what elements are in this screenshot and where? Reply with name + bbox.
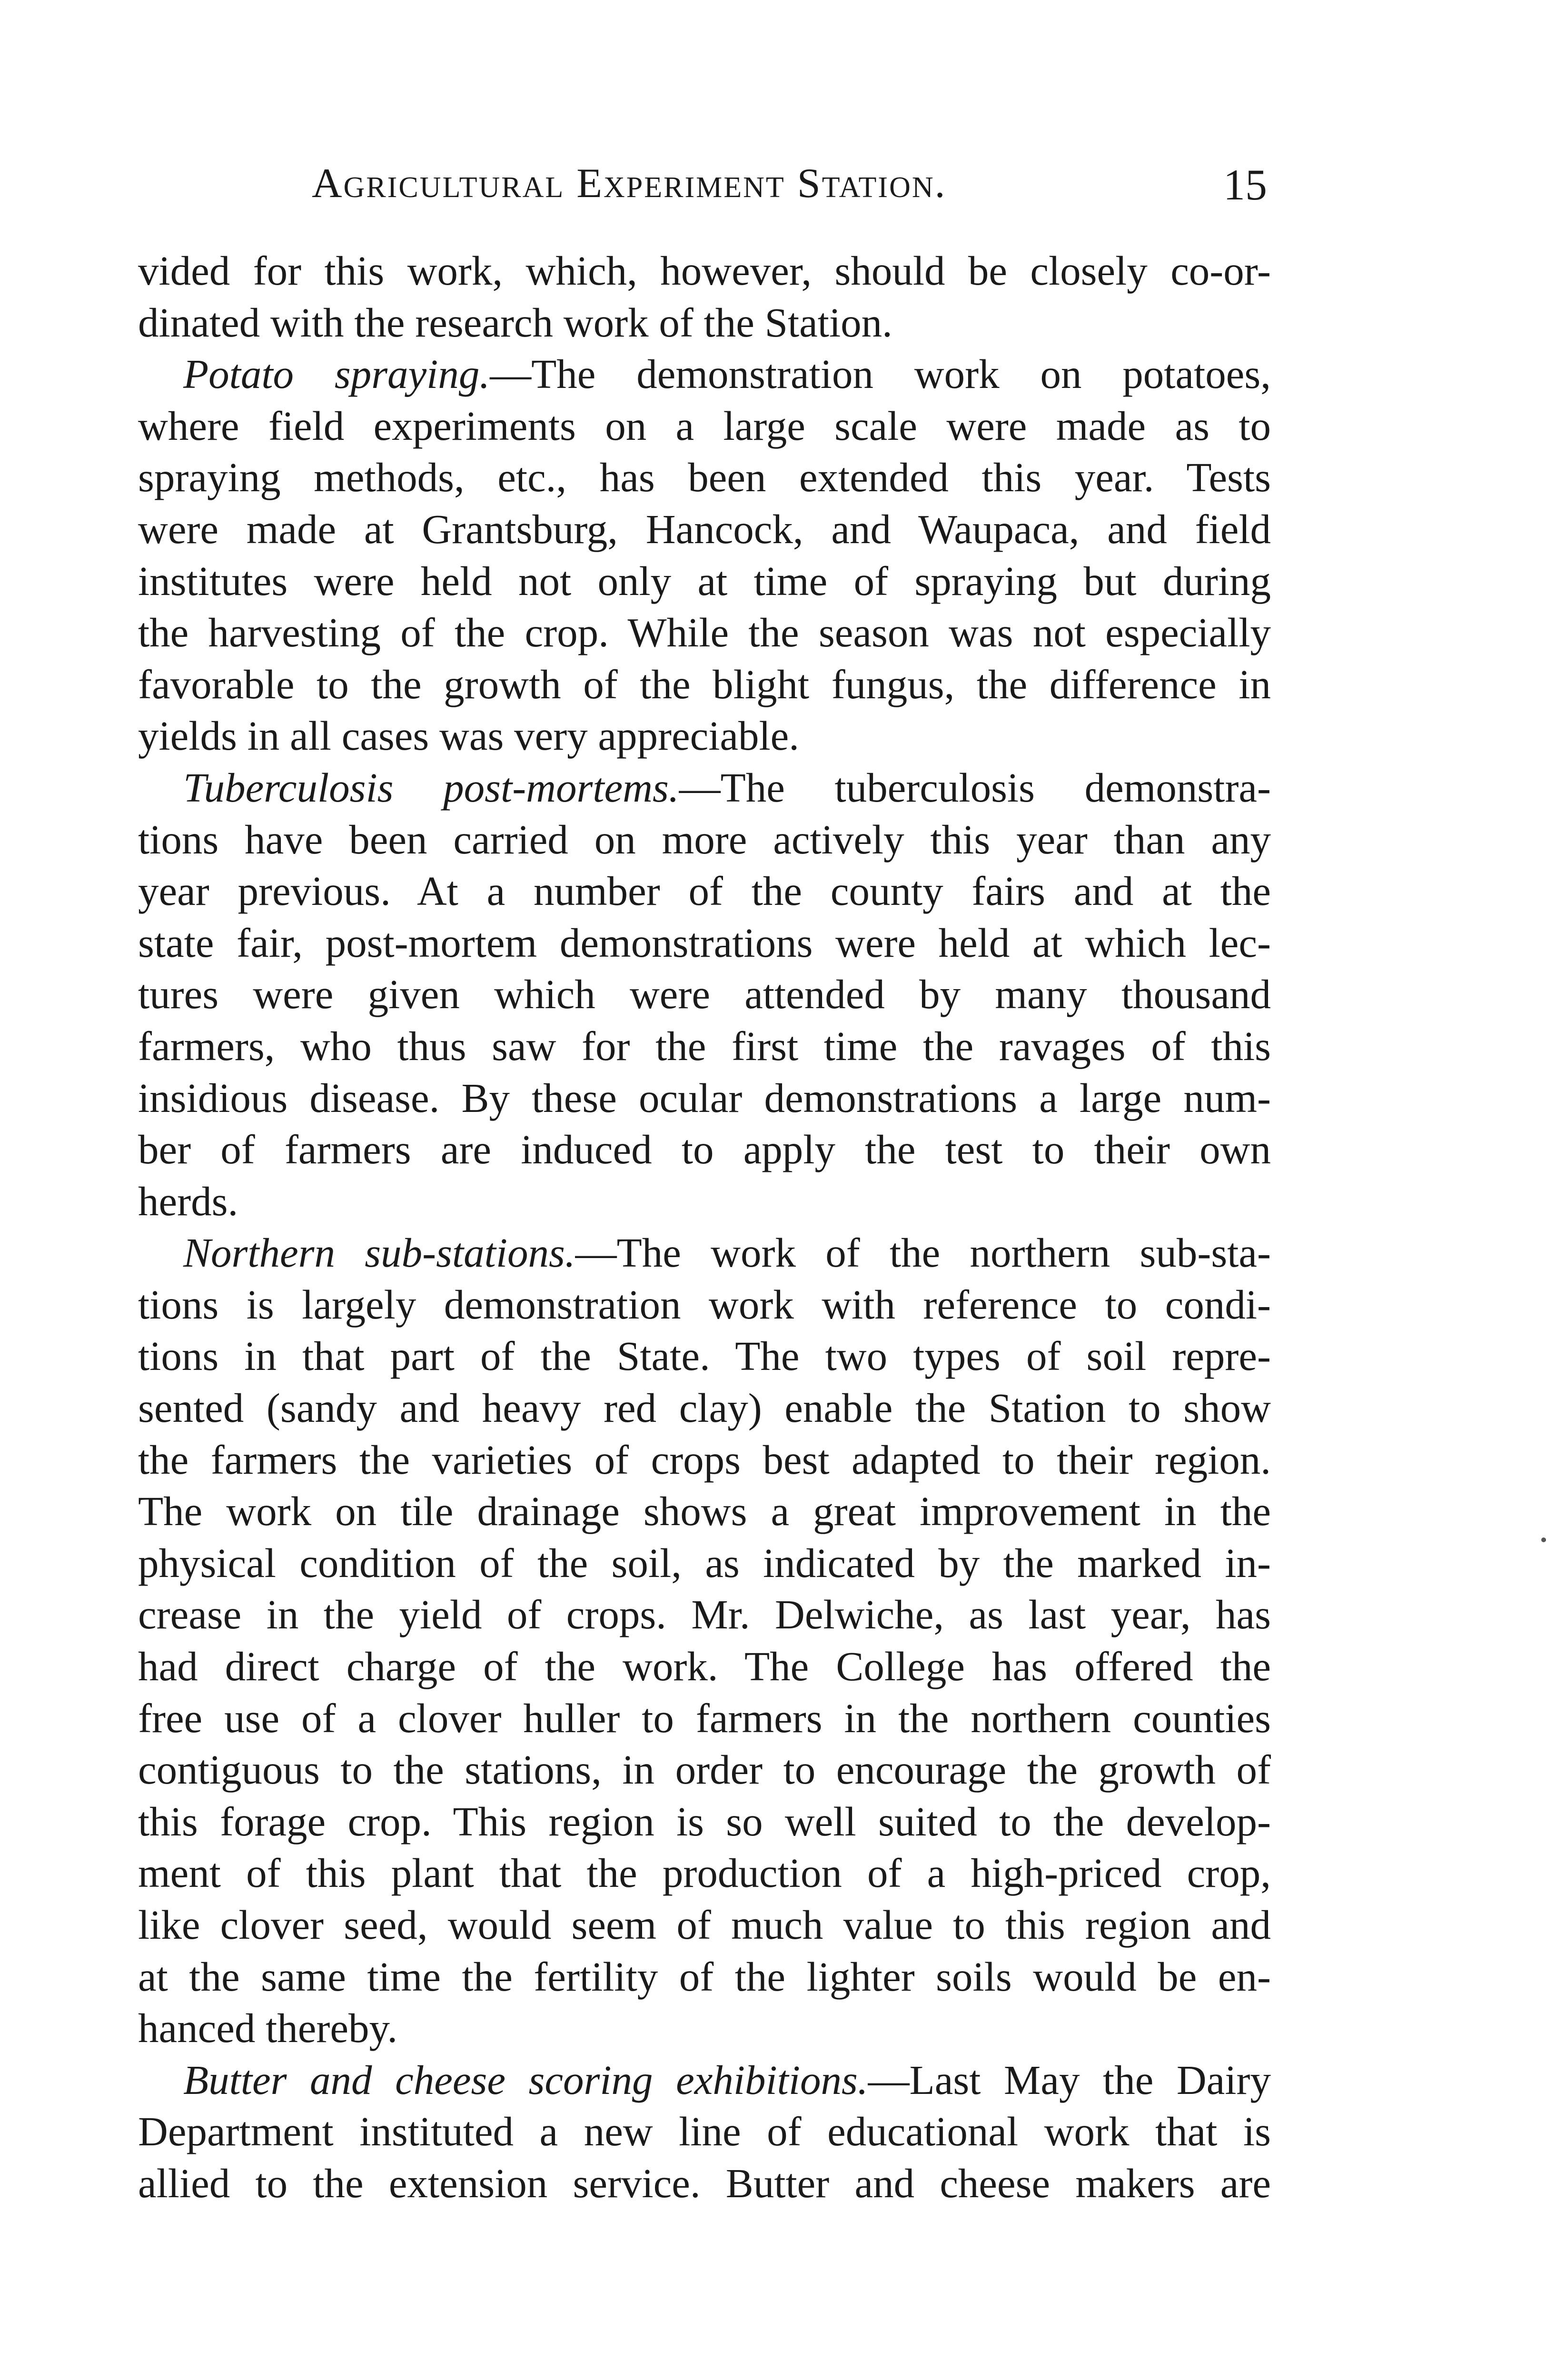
text-line: free use of a clover huller to farmers in the northern counties [138, 1695, 1271, 1741]
text-run: —Last May the Dairy [868, 2056, 1271, 2103]
text-line: the farmers the varieties of crops best adapted to their region. [138, 1436, 1271, 1483]
text-line: farmers, who thus saw for the first time the ravages of this [138, 1022, 1271, 1069]
body-text [138, 245, 1271, 2210]
text-line: crease in the yield of crops. Mr. Delwiche, as last year, has [138, 1591, 1271, 1638]
section-heading-butter-cheese: Butter and cheese scoring exhibitions. [183, 2056, 868, 2103]
text-line: physical condition of the soil, as indicated by the marked in- [138, 1539, 1271, 1586]
paragraph-first-line [138, 762, 1271, 814]
text-line: like clover seed, would seem of much value to this region and [138, 1902, 1271, 1948]
text-line: were made at Grantsburg, Hancock, and Waupaca, and field [138, 506, 1271, 552]
text-line: vided for this work, which, however, should be closely co-or- [138, 248, 1271, 294]
paragraph-first-line [138, 1227, 1271, 1279]
section-heading-northern-sub-stations: Northern sub-stations. [183, 1230, 575, 1276]
text-line: ment of this plant that the production of a high-priced crop, [138, 1850, 1271, 1896]
text-line: year previous. At a number of the county fairs and at the [138, 868, 1271, 914]
text-line: insidious disease. By these ocular demonstrations a large num- [138, 1074, 1271, 1121]
paragraph-first-line [138, 2054, 1271, 2106]
text-line: where field experiments on a large scale were made as to [138, 402, 1271, 449]
text-line: tions have been carried on more actively this year than any [138, 816, 1271, 863]
text-line: dinated with the research work of the Station. [138, 299, 892, 346]
text-line: favorable to the growth of the blight fungus, the difference in [138, 661, 1271, 707]
text-line: tions is largely demonstration work with reference to condi- [138, 1281, 1271, 1328]
text-line: spraying methods, etc., has been extended this year. Tests [138, 454, 1271, 501]
text-line: Department instituted a new line of educational work that is [138, 2108, 1271, 2155]
margin-speck [1541, 1537, 1546, 1542]
page-number: 15 [1223, 160, 1267, 209]
text-line: the harvesting of the crop. While the season was not especially [138, 609, 1271, 656]
text-line: state fair, post-mortem demonstrations were held at which lec- [138, 919, 1271, 966]
text-run: —The work of the northern sub-sta- [575, 1230, 1271, 1276]
section-heading-potato-spraying: Potato spraying. [183, 351, 490, 397]
text-line: The work on tile drainage shows a great improvement in the [138, 1488, 1271, 1535]
paragraph-first-line [138, 348, 1271, 400]
running-head: Agricultural Experiment Station. [312, 160, 947, 207]
text-line: ber of farmers are induced to apply the test to their own [138, 1126, 1271, 1173]
section-heading-tuberculosis: Tuberculosis post-mortems. [183, 764, 679, 811]
text-line: yields in all cases was very appreciable. [138, 713, 800, 759]
text-line: contiguous to the stations, in order to encourage the growth of [138, 1746, 1271, 1793]
text-line: sented (sandy and heavy red clay) enable the Station to show [138, 1385, 1271, 1431]
text-line: institutes were held not only at time of spraying but during [138, 557, 1271, 604]
text-line: had direct charge of the work. The College has offered the [138, 1643, 1271, 1690]
text-line: at the same time the fertility of the lighter soils would be en- [138, 1953, 1271, 2000]
text-line: herds. [138, 1178, 238, 1224]
text-line: tures were given which were attended by many thousand [138, 971, 1271, 1018]
text-run: —The demonstration work on potatoes, [490, 351, 1271, 397]
text-line: this forage crop. This region is so well suited to the develop- [138, 1798, 1271, 1844]
text-line: tions in that part of the State. The two types of soil repre- [138, 1333, 1271, 1379]
text-line: hanced thereby. [138, 2005, 398, 2052]
text-run: —The tuberculosis demonstra- [679, 764, 1271, 811]
text-line: allied to the extension service. Butter and cheese makers are [138, 2160, 1271, 2206]
